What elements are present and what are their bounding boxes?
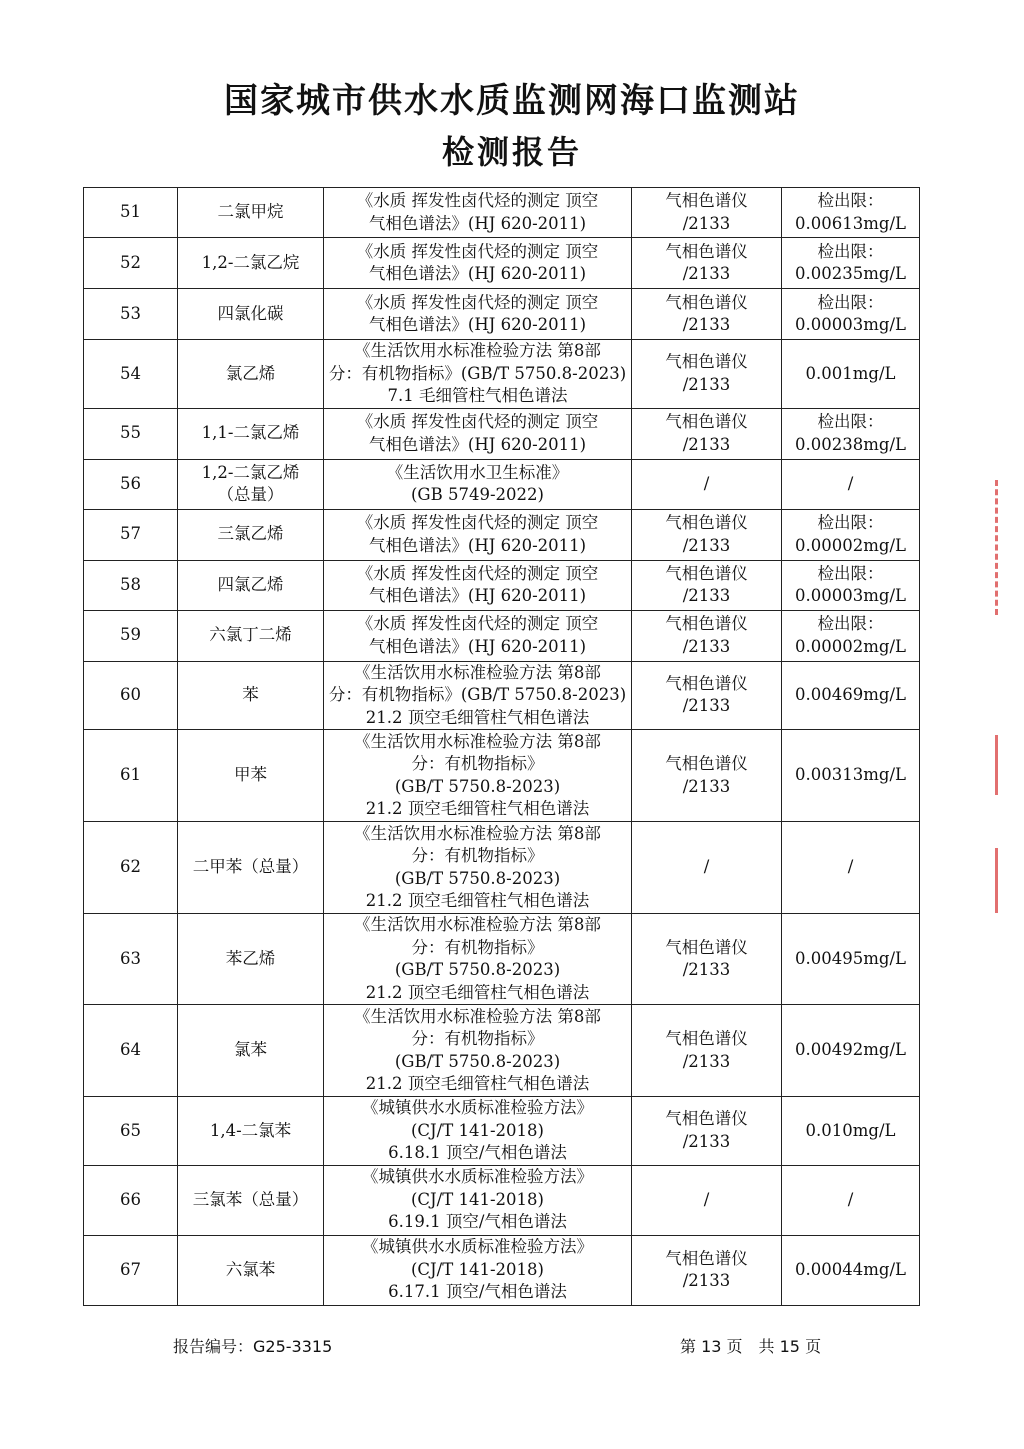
cell-item bbox=[178, 1165, 324, 1235]
cell-instrument-line: /2133 bbox=[682, 374, 731, 394]
cell-method-line: (CJ/T 141-2018) bbox=[411, 1259, 544, 1279]
cell-item bbox=[178, 560, 324, 610]
cell-instrument-line: 气相色谱仪 bbox=[665, 352, 748, 372]
cell-item-line: 氯苯 bbox=[234, 1040, 267, 1060]
cell-method-line: 分：有机物指标》(GB/T 5750.8-2023) bbox=[328, 363, 627, 383]
cell-item bbox=[178, 459, 324, 509]
cell-instrument bbox=[632, 1005, 782, 1097]
cell-item-line: 甲苯 bbox=[234, 765, 267, 785]
cell-limit bbox=[782, 509, 920, 560]
cell-instrument bbox=[632, 459, 782, 509]
cell-method-line: 《水质 挥发性卤代烃的测定 顶空 bbox=[356, 191, 599, 210]
table-row bbox=[84, 340, 920, 409]
cell-method bbox=[324, 730, 632, 822]
cell-limit-line: 0.00044mg/L bbox=[795, 1259, 906, 1279]
cell-item bbox=[178, 1235, 324, 1305]
cell-method-line: 《水质 挥发性卤代烃的测定 顶空 bbox=[356, 412, 599, 431]
cell-limit-line: / bbox=[847, 473, 854, 493]
seal-stamp-fragment bbox=[995, 480, 1020, 615]
table-row bbox=[84, 408, 920, 459]
cell-method-line: 21.2 顶空毛细管柱气相色谱法 bbox=[365, 707, 590, 727]
cell-number: 59 bbox=[84, 610, 178, 661]
cell-instrument-line: /2133 bbox=[682, 636, 731, 656]
cell-method bbox=[324, 1165, 632, 1235]
cell-item-line: （总量） bbox=[217, 485, 284, 504]
cell-limit bbox=[782, 914, 920, 1005]
cell-instrument-line: 气相色谱仪 bbox=[665, 614, 748, 633]
cell-instrument bbox=[632, 289, 782, 340]
page-number: 第 13 页 共 15 页 bbox=[680, 1337, 822, 1356]
cell-instrument-line: /2133 bbox=[682, 1051, 731, 1071]
cell-method bbox=[324, 340, 632, 409]
cell-method-line: 分：有机物指标》 bbox=[411, 1029, 544, 1048]
cell-method-line: 《生活饮用水标准检验方法 第8部 bbox=[354, 1006, 601, 1026]
cell-limit-line: 0.00495mg/L bbox=[795, 948, 906, 968]
cell-method bbox=[324, 1005, 632, 1097]
cell-method bbox=[324, 289, 632, 340]
cell-instrument-line: 气相色谱仪 bbox=[665, 292, 748, 312]
cell-method bbox=[324, 560, 632, 610]
cell-method-line: (GB/T 5750.8-2023) bbox=[394, 868, 561, 888]
cell-instrument bbox=[632, 560, 782, 610]
cell-method-line: 6.17.1 顶空/气相色谱法 bbox=[388, 1282, 567, 1302]
cell-method-line: (CJ/T 141-2018) bbox=[411, 1189, 544, 1209]
table-row bbox=[84, 238, 920, 289]
cell-method-line: 21.2 顶空毛细管柱气相色谱法 bbox=[365, 799, 590, 818]
cell-instrument bbox=[632, 730, 782, 822]
cell-item-line: 1,4-二氯苯 bbox=[209, 1120, 292, 1140]
cell-method-line: 气相色谱法》(HJ 620-2011) bbox=[368, 636, 587, 656]
cell-limit bbox=[782, 459, 920, 509]
cell-number: 65 bbox=[84, 1097, 178, 1166]
cell-limit bbox=[782, 188, 920, 238]
cell-instrument bbox=[632, 340, 782, 409]
table-row bbox=[84, 289, 920, 340]
cell-instrument bbox=[632, 1165, 782, 1235]
cell-limit-line: 0.00613mg/L bbox=[795, 213, 906, 233]
cell-number: 62 bbox=[84, 822, 178, 914]
table-body bbox=[84, 188, 920, 1306]
cell-number: 57 bbox=[84, 509, 178, 560]
cell-limit bbox=[782, 1235, 920, 1305]
report-title: 检测报告 bbox=[441, 133, 582, 171]
station-title: 国家城市供水水质监测网海口监测站 bbox=[224, 81, 800, 121]
cell-instrument-line: /2133 bbox=[682, 776, 731, 796]
cell-instrument-line: 气相色谱仪 bbox=[665, 673, 748, 693]
cell-number: 52 bbox=[84, 238, 178, 289]
cell-limit bbox=[782, 408, 920, 459]
cell-limit bbox=[782, 1165, 920, 1235]
cell-instrument-line: 气相色谱仪 bbox=[665, 937, 748, 957]
cell-number: 61 bbox=[84, 730, 178, 822]
cell-instrument-line: / bbox=[703, 473, 710, 493]
cell-instrument-line: /2133 bbox=[682, 264, 731, 283]
cell-item bbox=[178, 822, 324, 914]
report-header bbox=[0, 78, 1024, 174]
cell-number: 66 bbox=[84, 1165, 178, 1235]
cell-limit-line: 0.010mg/L bbox=[805, 1120, 896, 1140]
cell-limit-line: 0.00313mg/L bbox=[795, 765, 906, 785]
cell-item bbox=[178, 188, 324, 238]
cell-method-line: 《水质 挥发性卤代烃的测定 顶空 bbox=[356, 513, 599, 532]
cell-limit-line: / bbox=[847, 1189, 854, 1209]
cell-method bbox=[324, 459, 632, 509]
table-row bbox=[84, 459, 920, 509]
cell-method-line: 21.2 顶空毛细管柱气相色谱法 bbox=[365, 891, 590, 910]
cell-instrument-line: /2133 bbox=[682, 315, 731, 334]
cell-item-line: 三氯乙烯 bbox=[217, 524, 284, 544]
cell-limit bbox=[782, 822, 920, 914]
cell-method-line: 6.18.1 顶空/气相色谱法 bbox=[388, 1143, 567, 1162]
cell-limit bbox=[782, 730, 920, 822]
table-row bbox=[84, 914, 920, 1005]
table-row bbox=[84, 560, 920, 610]
cell-limit-line: 检出限： bbox=[817, 241, 884, 261]
cell-limit bbox=[782, 1097, 920, 1166]
cell-item bbox=[178, 1005, 324, 1097]
cell-instrument-line: 气相色谱仪 bbox=[665, 412, 748, 431]
cell-limit-line: 0.00469mg/L bbox=[795, 685, 906, 704]
cell-limit bbox=[782, 238, 920, 289]
table-row bbox=[84, 1005, 920, 1097]
cell-method-line: 《生活饮用水标准检验方法 第8部 bbox=[354, 731, 601, 751]
test-methods-table bbox=[83, 187, 920, 1306]
cell-method-line: 分：有机物指标》 bbox=[411, 754, 544, 773]
cell-item bbox=[178, 509, 324, 560]
cell-number: 64 bbox=[84, 1005, 178, 1097]
cell-method-line: 21.2 顶空毛细管柱气相色谱法 bbox=[365, 1074, 590, 1093]
cell-limit-line: 检出限： bbox=[817, 513, 884, 532]
cell-instrument bbox=[632, 822, 782, 914]
cell-instrument-line: 气相色谱仪 bbox=[665, 754, 748, 773]
table-row bbox=[84, 822, 920, 914]
cell-instrument-line: /2133 bbox=[682, 1271, 731, 1290]
table-row bbox=[84, 661, 920, 730]
cell-number: 58 bbox=[84, 560, 178, 610]
cell-limit bbox=[782, 340, 920, 409]
cell-method-line: 7.1 毛细管柱气相色谱法 bbox=[387, 386, 568, 405]
cell-number: 67 bbox=[84, 1235, 178, 1305]
cell-instrument bbox=[632, 509, 782, 560]
cell-limit-line: 0.00002mg/L bbox=[795, 535, 906, 555]
cell-method bbox=[324, 1235, 632, 1305]
cell-instrument bbox=[632, 238, 782, 289]
table-row bbox=[84, 509, 920, 560]
cell-method-line: 《生活饮用水标准检验方法 第8部 bbox=[354, 662, 601, 682]
cell-item bbox=[178, 1097, 324, 1166]
cell-method-line: (CJ/T 141-2018) bbox=[411, 1120, 544, 1140]
cell-limit bbox=[782, 289, 920, 340]
cell-instrument-line: / bbox=[703, 857, 710, 877]
cell-limit-line: 检出限： bbox=[817, 191, 884, 210]
cell-method-line: (GB/T 5750.8-2023) bbox=[394, 960, 561, 979]
cell-method-line: 《城镇供水水质标准检验方法》 bbox=[362, 1237, 593, 1257]
table-row bbox=[84, 730, 920, 822]
cell-instrument-line: /2133 bbox=[682, 535, 731, 555]
cell-number: 54 bbox=[84, 340, 178, 409]
cell-item-line: 苯 bbox=[242, 685, 259, 704]
cell-method-line: 气相色谱法》(HJ 620-2011) bbox=[368, 434, 587, 454]
cell-item-line: 三氯苯（总量） bbox=[192, 1189, 309, 1209]
cell-item-line: 1,2-二氯乙烯 bbox=[201, 462, 300, 482]
cell-item-line: 苯乙烯 bbox=[225, 948, 276, 968]
cell-instrument bbox=[632, 1097, 782, 1166]
cell-item bbox=[178, 730, 324, 822]
table-row bbox=[84, 1097, 920, 1166]
cell-limit-line: 0.00492mg/L bbox=[795, 1040, 906, 1060]
cell-limit-line: 0.00002mg/L bbox=[795, 636, 906, 656]
report-number: 报告编号：G25-3315 bbox=[173, 1337, 333, 1356]
cell-method bbox=[324, 822, 632, 914]
cell-method-line: 气相色谱法》(HJ 620-2011) bbox=[368, 315, 587, 334]
cell-limit bbox=[782, 560, 920, 610]
cell-limit-line: 0.00003mg/L bbox=[795, 315, 906, 334]
cell-instrument bbox=[632, 661, 782, 730]
cell-method-line: 《生活饮用水标准检验方法 第8部 bbox=[354, 823, 601, 843]
cell-item-line: 四氯化碳 bbox=[217, 303, 284, 323]
cell-instrument-line: /2133 bbox=[682, 1131, 731, 1151]
cell-method-line: 《水质 挥发性卤代烃的测定 顶空 bbox=[356, 614, 599, 633]
cell-method bbox=[324, 509, 632, 560]
cell-limit bbox=[782, 610, 920, 661]
cell-instrument-line: /2133 bbox=[682, 434, 731, 454]
cell-method-line: (GB 5749-2022) bbox=[411, 485, 544, 504]
cell-method bbox=[324, 1097, 632, 1166]
cell-number: 63 bbox=[84, 914, 178, 1005]
cell-number: 60 bbox=[84, 661, 178, 730]
cell-limit-line: 检出限： bbox=[817, 292, 884, 312]
cell-method-line: 《生活饮用水标准检验方法 第8部 bbox=[354, 341, 601, 360]
seal-stamp-fragment bbox=[995, 848, 1020, 913]
cell-method-line: 分：有机物指标》(GB/T 5750.8-2023) bbox=[328, 685, 627, 704]
cell-instrument-line: /2133 bbox=[682, 960, 731, 979]
cell-limit-line: 检出限： bbox=[817, 412, 884, 431]
cell-item bbox=[178, 289, 324, 340]
cell-instrument-line: /2133 bbox=[682, 213, 731, 233]
cell-instrument-line: 气相色谱仪 bbox=[665, 1109, 748, 1129]
cell-item-line: 1,2-二氯乙烷 bbox=[201, 252, 300, 272]
cell-instrument bbox=[632, 1235, 782, 1305]
table-row bbox=[84, 188, 920, 238]
cell-limit-line: 0.00235mg/L bbox=[795, 264, 906, 283]
cell-item-line: 六氯苯 bbox=[225, 1259, 276, 1279]
cell-limit-line: 0.00003mg/L bbox=[795, 586, 906, 605]
table-row bbox=[84, 1165, 920, 1235]
cell-number: 55 bbox=[84, 408, 178, 459]
cell-item bbox=[178, 914, 324, 1005]
cell-method-line: 气相色谱法》(HJ 620-2011) bbox=[368, 264, 587, 283]
cell-instrument-line: / bbox=[703, 1189, 710, 1209]
cell-item bbox=[178, 661, 324, 730]
cell-item bbox=[178, 408, 324, 459]
cell-method-line: 分：有机物指标》 bbox=[411, 846, 544, 865]
cell-method-line: 《生活饮用水标准检验方法 第8部 bbox=[354, 915, 601, 934]
cell-limit bbox=[782, 1005, 920, 1097]
cell-method-line: 《城镇供水水质标准检验方法》 bbox=[362, 1167, 593, 1187]
cell-item-line: 1,1-二氯乙烯 bbox=[201, 423, 300, 443]
cell-method bbox=[324, 610, 632, 661]
cell-limit-line: 0.001mg/L bbox=[805, 363, 896, 383]
cell-number: 56 bbox=[84, 459, 178, 509]
cell-instrument-line: 气相色谱仪 bbox=[665, 191, 748, 210]
cell-limit-line: 检出限： bbox=[817, 614, 884, 633]
cell-method bbox=[324, 661, 632, 730]
cell-item bbox=[178, 340, 324, 409]
cell-item-line: 氯乙烯 bbox=[225, 363, 276, 383]
cell-limit-line: 检出限： bbox=[817, 563, 884, 583]
cell-limit-line: / bbox=[847, 857, 854, 877]
cell-method-line: 《水质 挥发性卤代烃的测定 顶空 bbox=[356, 563, 599, 583]
cell-method bbox=[324, 188, 632, 238]
cell-method bbox=[324, 914, 632, 1005]
table-row bbox=[84, 610, 920, 661]
cell-instrument bbox=[632, 914, 782, 1005]
cell-method-line: 6.19.1 顶空/气相色谱法 bbox=[388, 1212, 567, 1232]
cell-method-line: 21.2 顶空毛细管柱气相色谱法 bbox=[365, 982, 590, 1002]
cell-method bbox=[324, 238, 632, 289]
cell-instrument bbox=[632, 610, 782, 661]
cell-item-line: 六氯丁二烯 bbox=[209, 625, 292, 645]
cell-item bbox=[178, 238, 324, 289]
cell-instrument-line: /2133 bbox=[682, 696, 731, 716]
cell-instrument-line: 气相色谱仪 bbox=[665, 1248, 748, 1268]
seal-stamp-fragment bbox=[995, 735, 1020, 795]
cell-method bbox=[324, 408, 632, 459]
cell-method-line: 《水质 挥发性卤代烃的测定 顶空 bbox=[356, 241, 599, 261]
cell-method-line: 气相色谱法》(HJ 620-2011) bbox=[368, 213, 587, 233]
cell-limit bbox=[782, 661, 920, 730]
cell-instrument-line: 气相色谱仪 bbox=[665, 1029, 748, 1048]
cell-method-line: 气相色谱法》(HJ 620-2011) bbox=[368, 535, 587, 555]
cell-item-line: 二氯甲烷 bbox=[217, 202, 284, 222]
cell-method-line: (GB/T 5750.8-2023) bbox=[394, 1051, 561, 1071]
cell-instrument-line: 气相色谱仪 bbox=[665, 513, 748, 532]
cell-method-line: 气相色谱法》(HJ 620-2011) bbox=[368, 586, 587, 605]
cell-instrument-line: 气相色谱仪 bbox=[665, 563, 748, 583]
table-row bbox=[84, 1235, 920, 1305]
cell-instrument-line: /2133 bbox=[682, 586, 731, 605]
cell-item bbox=[178, 610, 324, 661]
cell-method-line: (GB/T 5750.8-2023) bbox=[394, 776, 561, 796]
cell-method-line: 《水质 挥发性卤代烃的测定 顶空 bbox=[356, 292, 599, 312]
cell-limit-line: 0.00238mg/L bbox=[795, 434, 906, 454]
cell-method-line: 分：有机物指标》 bbox=[411, 937, 544, 957]
cell-instrument-line: 气相色谱仪 bbox=[665, 241, 748, 261]
cell-number: 53 bbox=[84, 289, 178, 340]
cell-method-line: 《城镇供水水质标准检验方法》 bbox=[362, 1098, 593, 1117]
cell-instrument bbox=[632, 408, 782, 459]
cell-instrument bbox=[632, 188, 782, 238]
cell-number: 51 bbox=[84, 188, 178, 238]
cell-item-line: 四氯乙烯 bbox=[217, 574, 284, 594]
cell-method-line: 《生活饮用水卫生标准》 bbox=[386, 462, 569, 482]
cell-item-line: 二甲苯（总量） bbox=[192, 857, 309, 877]
